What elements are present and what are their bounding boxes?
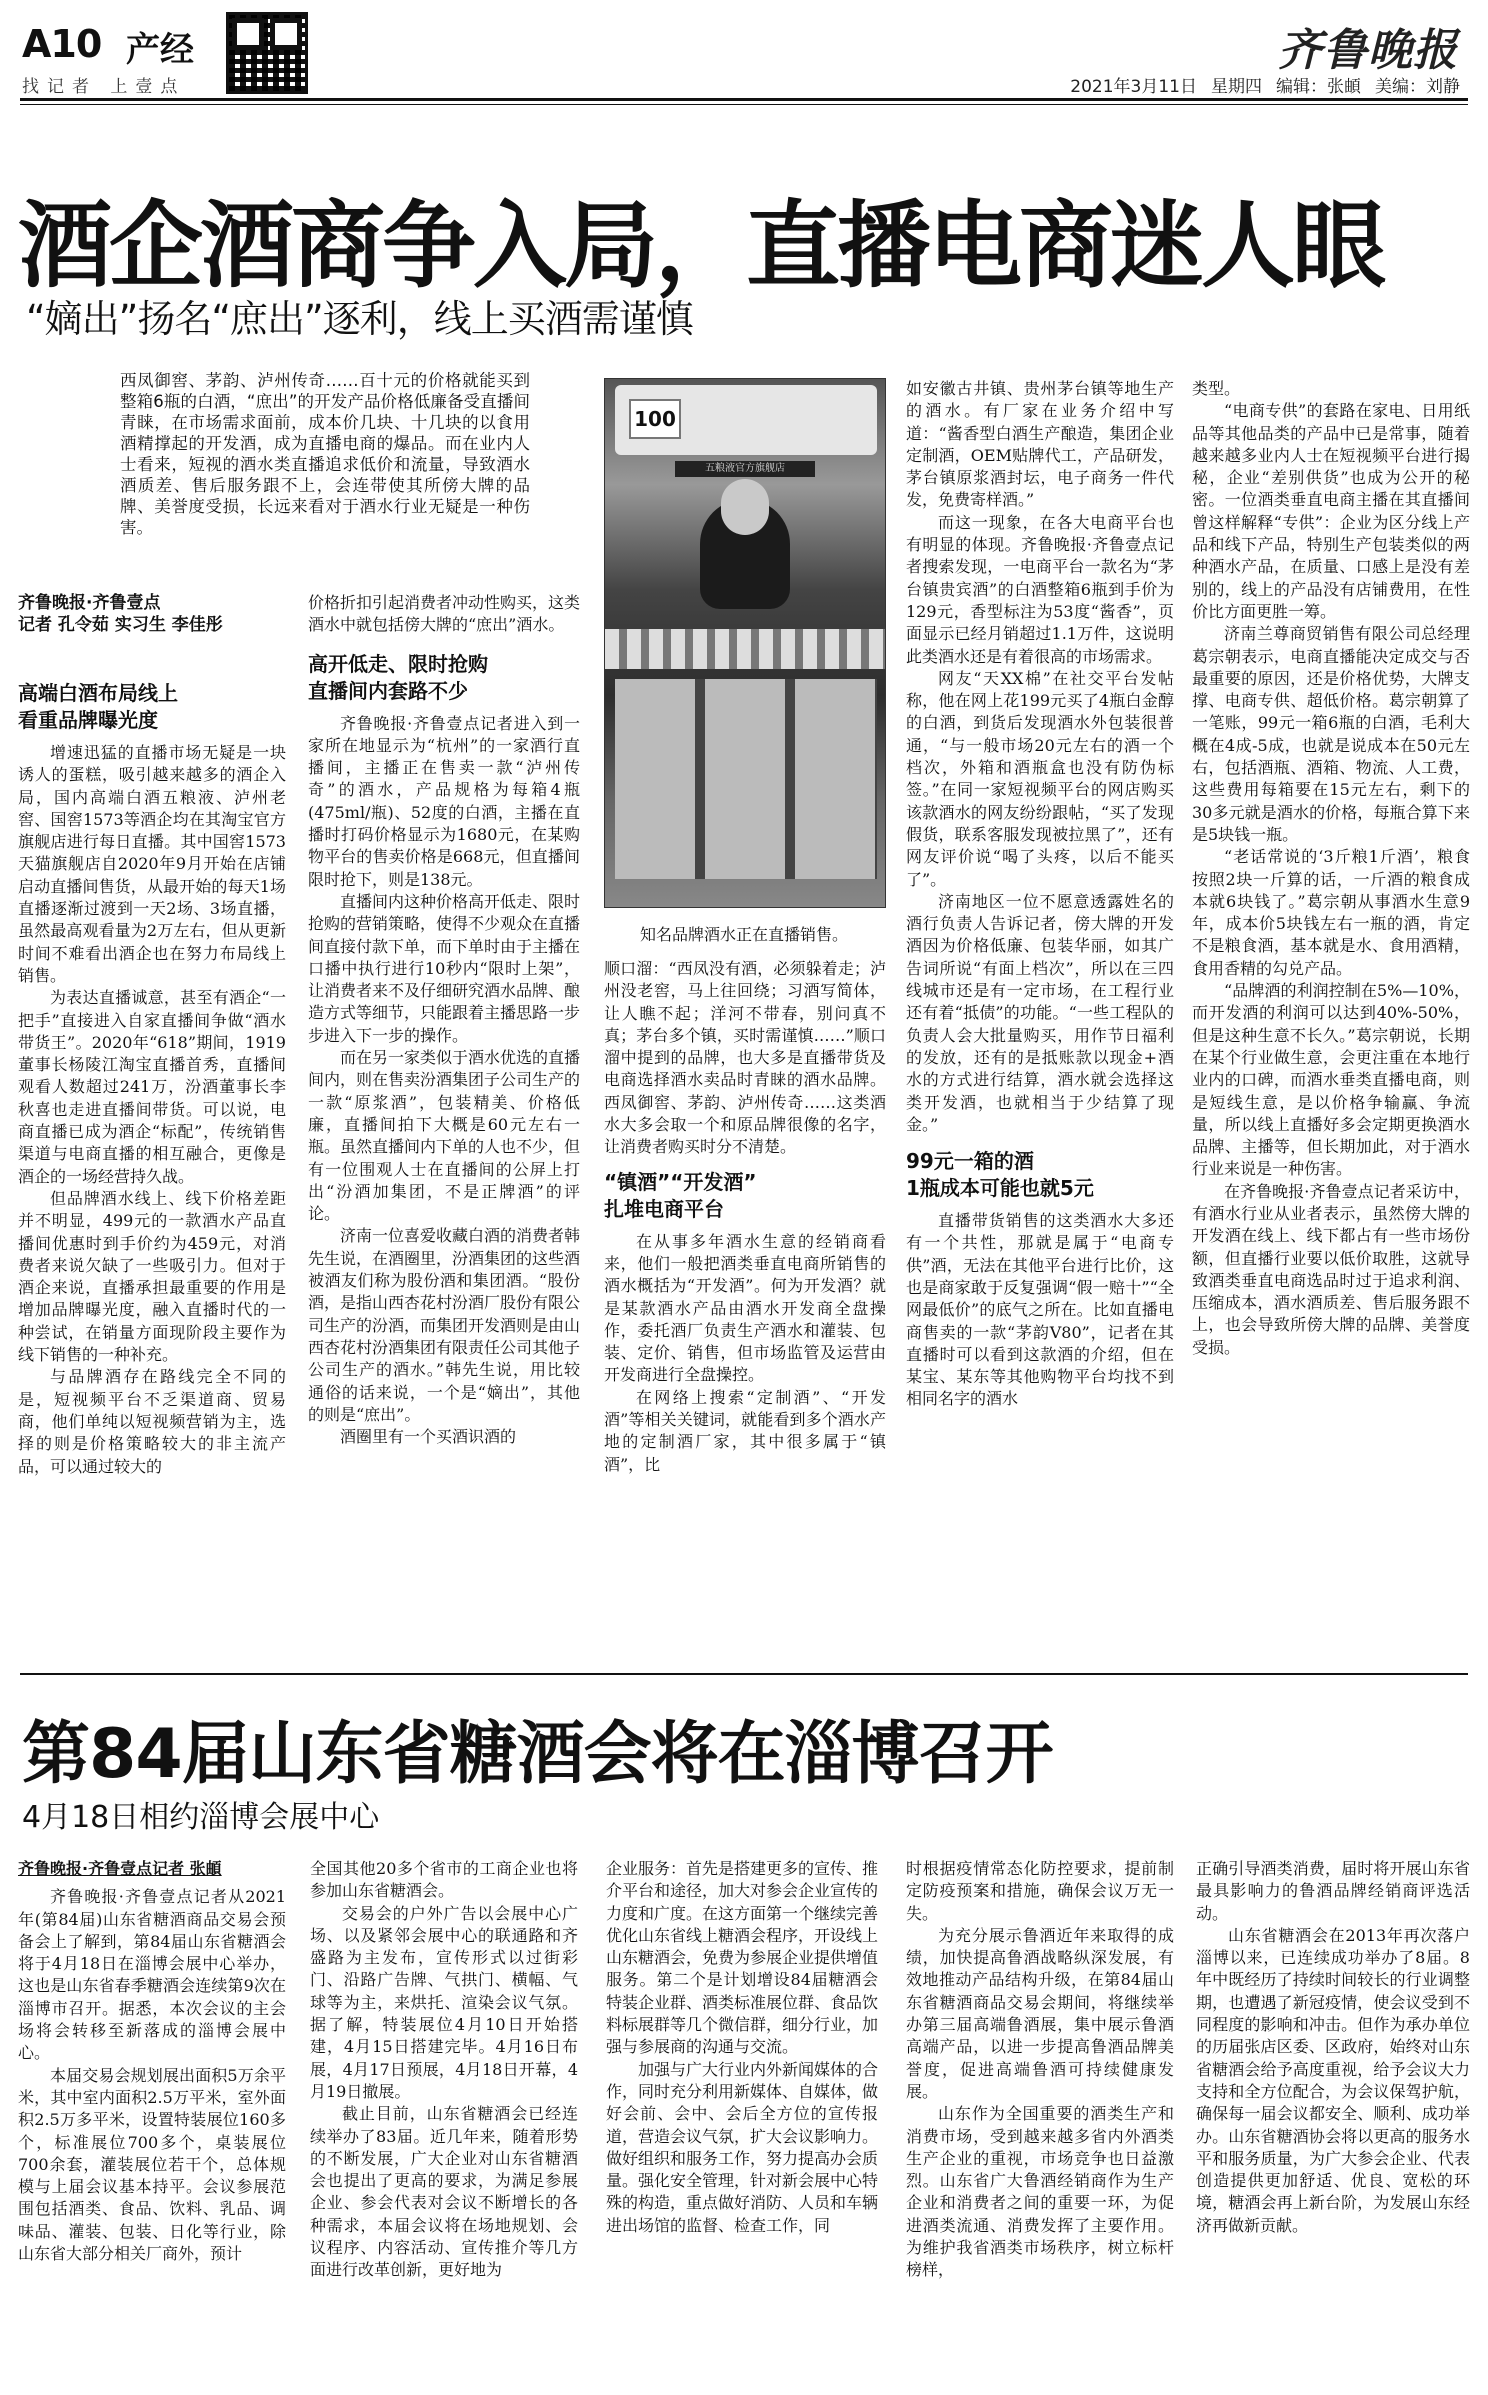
photo-overlay: 五粮液官方旗舰店 [675,461,815,477]
section-title-2: 高开低走、限时抢购 直播间内套路不少 [308,651,488,703]
section-title-4: 99元一箱的酒 1瓶成本可能也就5元 [906,1149,1094,1201]
article1-subheadline: “嫡出”扬名“庶出”逐利，线上买酒需谨慎 [26,297,693,341]
paragraph: 酒圈里有一个买酒识酒的 [340,1427,517,1447]
article2-subheadline: 4月18日相约淄博会展中心 [22,1800,380,1835]
paragraph: 而这一现象，在各大电商平台也有明显的体现。齐鲁晚报·齐鲁壹点记者搜索发现，一电商平台一款名为“茅台镇贵宾酒”的白酒整箱6瓶到手价为129元，香型标注为53度“酱香”，页面显示已经月销超过1.1万件，这说明此类酒水还是有着很高的市场需求。 [906,512,1174,666]
section-title-1: 高端白酒布局线上 看重品牌曝光度 [18,681,178,732]
header-rule-thin [20,104,1468,105]
paragraph: 价格折扣引起消费者冲动性购买，这类酒水中就包括傍大牌的“庶出”酒水。 [308,593,580,635]
paragraph: 本届交易会规划展出面积5万余平米，其中室内面积2.5万平米，室外面积2.5万多平米，设置特装展位160多个，标准展位700多个，桌装展位700余套，灌装展位若干个，总体规模与上届会议基本持平。会议参展范围包括酒类、食品、饮料、乳品、调味品、灌装、包装、日化等行业，除山东省大部分相关厂商外，预计 [18,2065,286,2264]
article2-column-3 [606,1858,878,2378]
article1-column-4 [906,378,1174,1656]
article2-column-4 [906,1858,1174,2378]
paragraph: 济南一位喜爱收藏白酒的消费者韩先生说，在酒圈里，汾酒集团的这些酒被酒友们称为股份酒和集团酒。“股份酒，是指山西杏花村汾酒厂股份有限公司生产的汾酒，而集团开发酒则是由山西杏花村汾酒集团有限责任公司其他子公司生产的酒水。”韩先生说，用比较通俗的话来说，一个是“嫡出”，其他的则是“庶出”。 [308,1226,580,1424]
article2-column-2 [310,1858,578,2378]
paragraph: 企业服务：首先是搭建更多的宣传、推介平台和途径，加大对参会企业宣传的力度和广度。在这方面第一个继续完善优化山东省线上糖酒会程序，开设线上山东糖酒会，免费为参展企业提供增值服务。第二个是计划增设84届糖酒会特装企业群、酒类标准展位群、食品饮料标展群等几个微信群，细分行业，加强与参展商的沟通与交流。 [606,1859,878,2057]
paragraph: 济南地区一位不愿意透露姓名的酒行负责人告诉记者，傍大牌的开发酒因为价格低廉、包装华丽，如其广告词所说“有面上档次”，所以在三四线城市还是有一定市场，在工程行业还有着“抵债”的功能。“一些工程队的负责人会大批量购买，用作节日福利的发放，还有的是抵账款以现金+酒水的方式进行结算，酒水就会选择这类开发酒，也就相当于少结算了现金。” [906,891,1174,1134]
paragraph: 齐鲁晚报·齐鲁壹点记者从2021年(第84届)山东省糖酒商品交易会预备会上了解到，第84届山东省糖酒会将于4月18日在淄博会展中心举办，这也是山东省春季糖酒会连续第9次在淄博市召开。据悉，本次会议的主会场将会转移至新落成的淄博会展中心。 [18,1887,286,2063]
article1-column-2 [308,592,580,1656]
designer: 美编：刘静 [1375,77,1460,97]
paragraph: 类型。 [1192,379,1241,398]
photo-caption: 知名品牌酒水正在直播销售。 [640,925,849,944]
editor: 编辑：张頔 [1276,77,1361,97]
slogan: 找记者 上壹点 [22,77,186,97]
paragraph: “电商专供”的套路在家电、日用纸品等其他品类的产品中已是常事，随着越来越多业内人士在短视频平台进行揭秘，企业“差别供货”也成为公开的秘密。一位酒类垂直电商主播在其直播间曾这样解释“专供”：企业为区分线上产品和线下产品，特别生产包装类似的两种酒水产品，在质量、口感上是没有差别的，线上的产品没有店铺费用，在性价比方面更胜一筹。 [1192,401,1470,621]
paragraph: 而在另一家类似于酒水优选的直播间内，则在售卖汾酒集团子公司生产的一款“原浆酒”，包装精美、价格低廉，直播间拍下大概是60元左右一瓶。虽然直播间内下单的人也不少，但有一位围观人士在直播间的公屏上打出“汾酒加集团，不是正牌酒”的评论。 [308,1048,580,1224]
paragraph: 如安徽古井镇、贵州茅台镇等地生产的酒水。有厂家在业务介绍中写道：“酱香型白酒生产酿造，集团企业定制酒，OEM贴牌代工，产品研发，茅台镇原浆酒封坛，电子商务一件代发，免费寄样酒。” [906,379,1174,510]
article2-headline: 第84届山东省糖酒会将在淄博召开 [22,1715,1053,1794]
header-meta [1070,72,1460,97]
paragraph: 在齐鲁晚报·齐鲁壹点记者采访中，有酒水行业从业者表示，虽然傍大牌的开发酒在线上、线下都占有一些市场份额，但直播行业要以低价取胜，这就导致酒类垂直电商选品时过于追求利润、压缩成本，酒水酒质差、售后服务跟不上，也会导致所傍大牌的品牌、美誉度受损。 [1192,1181,1470,1357]
product-cards [615,679,877,879]
article2-column-5 [1196,1858,1470,2378]
paragraph: 正确引导酒类消费，届时将开展山东省最具影响力的鲁酒品牌经销商评选活动。 [1196,1859,1470,1923]
paragraph: 时根据疫情常态化防控要求，提前制定防疫预案和措施，确保会议万无一失。 [906,1859,1174,1923]
paragraph: 为表达直播诚意，甚至有酒企“一把手”直接进入自家直播间争做“酒水带货王”。2020年“618”期间，1919董事长杨陵江淘宝直播首秀，直播间观看人数超过241万，汾酒董事长李秋喜也走进直播间带货。可以说，电商直播已成为酒企“标配”，传统销售渠道与电商直播的相互融合，更像是酒企的一场经营持久战。 [18,988,286,1186]
article1-column-3 [604,958,886,1656]
paragraph: 与品牌酒存在路线完全不同的是，短视频平台不乏渠道商、贸易商，他们单纯以短视频营销为主，选择的则是价格策略较大的非主流产品，可以通过较大的 [18,1367,286,1476]
paragraph: “老话常说的‘3斤粮1斤酒’，粮食按照2块一斤算的话，一斤酒的粮食成本就6块钱了。”葛宗朝从事酒水生意9年，成本价5块钱左右一瓶的酒，肯定不是粮食酒，基本就是水、食用酒精，食用香精的勾兑产品。 [1192,847,1470,978]
paragraph: 山东作为全国重要的酒类生产和消费市场，受到越来越多省内外酒类生产企业的重视，市场竞争也日益激烈。山东省广大鲁酒经销商作为生产企业和消费者之间的重要一环，为促进酒类流通、消费发挥了主要作用。为维护我省酒类市场秩序，树立标杆榜样， [906,2104,1174,2280]
section-title-3: “镇酒”“开发酒” 扎堆电商平台 [604,1169,757,1221]
paragraph: 增速迅猛的直播市场无疑是一块诱人的蛋糕，吸引越来越多的酒企入局，国内高端白酒五粮液、泸州老窖、国窖1573等酒企均在其淘宝官方旗舰店进行每日直播。其中国窖1573天猫旗舰店自2020年9月开始在店铺启动直播间售货，从最开始的每天1场直播逐渐过渡到一天2场、3场直播，虽然最高观看量为2万左右，但从更新时间不难看出酒企也在努力布局线上销售。 [18,743,286,985]
paragraph: 齐鲁晚报·齐鲁壹点记者进入到一家所在地显示为“杭州”的一家酒行直播间，主播正在售卖一款“泸州传奇”的酒水，产品规格为每箱4瓶(475ml/瓶)、52度的白酒，主播在直播时打码价格显示为1680元，在某购物平台的售卖价格是668元，但直播间限时抢下，则是138元。 [308,713,580,889]
bottle-shelf [605,629,886,669]
paragraph: 但品牌酒水线上、线下价格差距并不明显，499元的一款酒水产品直播间优惠时到手价约为459元，对消费者来说欠缺了一些吸引力。但对于酒企来说，直播承担最重要的作用是增加品牌曝光度，融入直播时代的一种尝试，在销量方面现阶段主要作为线下销售的一种补充。 [18,1188,286,1365]
photo-coupon: 100 [629,399,681,439]
paragraph: 交易会的户外广告以会展中心广场、以及紧邻会展中心的联通路和齐盛路为主发布，宣传形式以过街彩门、沿路广告牌、气拱门、横幅、气球等为主，来烘托、渲染会议气氛。据了解，特装展位4月10日开始搭建，4月15日搭建完毕。4月16日布展，4月17日预展，4月18日开幕，4月19日撤展。 [310,1903,578,2101]
paragraph: 济南兰尊商贸销售有限公司总经理葛宗朝表示，电商直播能决定成交与否最重要的原因，还是价格优势，大牌支撑、电商专供、超低价格。葛宗朝算了一笔账，99元一箱6瓶的白酒，毛利大概在4成-5成，也就是说成本在50元左右，包括酒瓶、酒箱、物流、人工费，这些费用每箱要在15元左右，剩下的30多元就是酒水的价格，每瓶合算下来是5块钱一瓶。 [1192,624,1470,844]
paragraph: 顺口溜：“西凤没有酒，必须躲着走；泸州没老窖，马上往回绕；习酒写简体，让人瞧不起；洋河不带春，别问真不真；茅台多个镇，买时需谨慎……”顺口溜中提到的品牌，也大多是直播带货及电商选择酒水卖品时青睐的酒水品牌。西凤御窖、茅韵、泸州传奇……这类酒水大多会取一个和原品牌很像的名字，让消费者购买时分不清楚。 [604,959,886,1157]
article2-column-1 [18,1858,286,2378]
host-face [721,479,769,535]
header-rule [20,98,1468,101]
article1-lead: 西凤御窖、茅韵、泸州传奇……百十元的价格就能买到整箱6瓶的白酒，“庶出”的开发产品价格低廉备受直播间青睐，在市场需求面前，成本价几块、十几块的以食用酒精撑起的开发酒，成为直播电商的爆品。而在业内人士看来，短视的酒水类直播追求低价和流量，导致酒水酒质差、售后服务跟不上，会连带使其所傍大牌的品牌、美誉度受损，长远来看对于酒水行业无疑是一种伤害。 [120,371,530,537]
paragraph: 在从事多年酒水生意的经销商看来，他们一般把酒类垂直电商所销售的酒水概括为“开发酒”。何为开发酒？就是某款酒水产品由酒水开发商全盘操作，委托酒厂负责生产酒水和灌装、包装、定价、销售，但市场监管及运营由开发商进行全盘操控。 [604,1231,886,1385]
issue-weekday: 星期四 [1211,77,1262,97]
qr-code-icon[interactable] [226,12,308,94]
article2-byline: 齐鲁晚报·齐鲁壹点记者 张頔 [18,1859,222,1878]
paragraph: 为充分展示鲁酒近年来取得的成绩，加快提高鲁酒战略纵深发展，有效地推动产品结构升级，在第84届山东省糖酒商品交易会期间，将继续举办第三届高端鲁酒展，集中展示鲁酒高端产品，以进一步提高鲁酒品牌美誉度，促进高端鲁酒可持续健康发展。 [906,1925,1174,2101]
paragraph: 网友“天XX棉”在社交平台发帖称，他在网上花199元买了4瓶白金醇的白酒，到货后发现酒水外包装很普通，“与一般市场20元左右的酒一个档次，外箱和酒瓶盒也没有防伪标签。”在同一家短视频平台的网店购买该款酒水的网友纷纷跟帖，“买了发现假货，联系客服发现被拉黑了”，还有网友评价说“喝了头疼，以后不能买了”。 [906,668,1174,889]
livestream-photo [604,378,886,908]
paragraph: 直播间内这种价格高开低走、限时抢购的营销策略，使得不少观众在直播间直接付款下单，而下单时由于主播在口播中执行进行10秒内“限时上架”，让消费者来不及仔细研究酒水品牌、酿造方式等细节，只能跟着主播思路一步步进入下一步的操作。 [308,891,580,1045]
page-code: A10 [22,22,102,66]
article1-headline: 酒企酒商争入局，直播电商迷人眼 [18,192,1384,301]
issue-date: 2021年3月11日 [1070,77,1197,97]
article1-column-1 [18,676,286,1656]
paragraph: 截止目前，山东省糖酒会已经连续举办了83届。近几年来，随着形势的不断发展，广大企业对山东省糖酒会也提出了更高的要求，为满足参展企业、参会代表对会议不断增长的各种需求，本届会议将在场地规划、会议程序、内容活动、宣传推介等几方面进行改革创新，更好地为 [310,2104,578,2280]
article-divider [20,1673,1468,1675]
paragraph: 全国其他20多个省市的工商企业也将参加山东省糖酒会。 [310,1859,578,1901]
paragraph: 山东省糖酒会在2013年再次落户淄博以来，已连续成功举办了8届。8年中既经历了持续时间较长的行业调整期，也遭遇了新冠疫情，使会议受到不同程度的影响和冲击。但作为承办单位的历届张店区委、区政府，始终对山东省糖酒会给予高度重视，给予会议大力支持和全方位配合，为会议保驾护航，确保每一届会议都安全、顺利、成功举办。山东省糖酒协会将以更高的服务水平和服务质量，为广大参会企业、代表创造提供更加舒适、优良、宽松的环境，糖酒会再上新台阶，为发展山东经济再做新贡献。 [1196,1925,1470,2235]
byline-authors: 记者 孔令茹 实习生 李佳彤 [18,615,223,635]
article1-byline [18,592,223,636]
paragraph: 在网络上搜索“定制酒”、“开发酒”等相关关键词，就能看到多个酒水产地的定制酒厂家，其中很多属于“镇酒”，比 [604,1387,886,1474]
paragraph: 加强与广大行业内外新闻媒体的合作，同时充分利用新媒体、自媒体，做好会前、会中、会后全方位的宣传报道，营造会议气氛，扩大会议影响力。做好组织和服务工作，努力提高办会质量。强化安全管理，针对新会展中心特殊的构造，重点做好消防、人员和车辆进出场馆的监督、检查工作，同 [606,2059,878,2235]
byline-outlet: 齐鲁晚报·齐鲁壹点 [18,593,161,613]
article1-column-5 [1192,378,1470,1656]
section-name: 产经 [126,30,194,70]
paragraph: “品牌酒的利润控制在5%—10%，而开发酒的利润可以达到40%-50%，但是这种生意不长久。”葛宗朝说，长期在某个行业做生意，会更注重在本地行业内的口碑，而酒水垂类直播电商，则是短线生意，是以价格争输赢、争流量，所以线上直播好多会定期更换酒水品牌、主播等，但长期加此，对于酒水行业来说是一种伤害。 [1192,981,1470,1179]
paragraph: 直播带货销售的这类酒水大多还有一个共性，那就是属于“电商专供”酒，无法在其他平台进行比价，这也是商家敢于反复强调“假一赔十”“全网最低价”的底气之所在。比如直播电商售卖的一款“茅韵V80”，记者在其直播时可以看到这款酒的介绍，但在某宝、某东等其他购物平台均找不到相同名字的酒水 [906,1211,1174,1409]
newspaper-logo: 齐鲁晚报 [1278,25,1458,76]
